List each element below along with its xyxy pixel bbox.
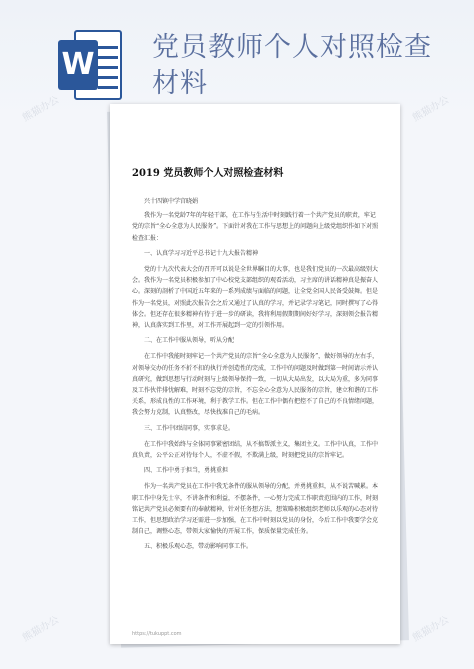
watermark: 熊猫办公 [20,614,62,644]
paragraph: 在工作中我始终与全体同事紧密团结，从不搞帮派主义，集团主义。工作中认真，工作中真负责，公平公正对待每个人，不虚不假，不欺满上级，时刻把党员的宗旨牢记。 [132,440,379,460]
word-document-icon [58,30,122,100]
word-icon-line [98,76,118,79]
header-banner [0,0,474,120]
word-icon-line [98,66,118,69]
section-heading: 二、在工作中服从领导，听从分配 [144,337,235,345]
document-body [132,196,380,558]
watermark: 熊猫办公 [410,614,452,644]
word-icon-letter: W [58,40,98,90]
section-heading: 五、积极乐观心态，带动影响同事工作。 [144,543,253,551]
paragraph: 在工作中我能时刻牢记一个共产党员的宗旨“全心全意为人民服务”，做好领导的左右手，对领导交办的任务不折不扣的执行并创造性的完成，工作中的问题及时做到第一时间请示并认真研究，做到思想与行动时刻与上级领导保持一致，一切从大局出发，以大局为重，多为同事及工作伙伴排忧解难，时刻不忘党的宗旨，不忘全心全意为人民服务的宗旨，建立和谐的工作关系，形成良性的工作环境，利于教学工作。但在工作中偶有把控不了自己的不良情绪问题，我会努力克制，认真整改，尽快找准自己的毛病。 [132,353,379,417]
section-heading: 三、工作中团结同事，实事求是。 [144,424,235,432]
document-page [110,104,400,644]
word-icon-line [98,56,118,59]
watermark: 熊猫办公 [20,94,62,124]
footer-url: https://tukuppt.com [132,631,182,637]
section-heading: 一、认真学习习近平总书记十九大报告精神 [144,249,259,257]
word-icon-line [98,86,118,89]
section-heading: 四、工作中勇于担当，勇挑重担 [144,467,229,475]
paragraph: 我作为一名党龄7年的年轻干部，在工作与生活中时刻践行着一个共产党员的职责，牢记党的宗旨“全心全意为人民服务”。下面针对我在工作与思想上的问题向上级党组织作如下对照检查汇报： [132,212,379,242]
page-title: 党员教师个人对照检查材料 [152,32,432,99]
paragraph: 作为一名共产党员在工作中我无条件的服从领导的分配，并勇挑重担，从不说苦喊累。本职工作中身先士卒，不讲条件和利益，不摆条件，一心努力完成工作职责范围内的工作，时刻铭记共产党员必须要有的奉献精神，针对任务想方法，想策略积极组织老师以乐观的心态对待工作，但思想政治学习还需进一步加强，在工作中时刻以党员的身份，今后工作中我要学会克制自己，调整心态，带领大家愉快的开展工作，保质保量完成任务。 [132,483,379,536]
word-icon-line [98,46,118,49]
watermark: 熊猫办公 [410,94,452,124]
document-title: 2019 党员教师个人对照检查材料 [132,168,284,179]
paragraph: 党的十九次代表大会的召开可以说是全世界瞩目的大事，也是我们党员的一次最高级别大会。我作为一名党员积极参加了中心校党支部组织的观看活动，习主席的讲话精神真是振奋人心。深刻的剖析了中国近五年来的一系列成绩与面临的问题，让全党全国人民备受鼓舞。但是作为一名党员，对照此次报告会之后又通过了认真的学习，并记录学习笔记，同时撰写了心得体会。但还存在很多精神有待于进一步的研读，我将利用假期期间好好学习，深刻领会报告精神，认真落实到工作里，对工作开展起到一定的引领作用。 [132,266,379,330]
document-author: 兴十四镇中学宫晓娟 [144,198,199,205]
